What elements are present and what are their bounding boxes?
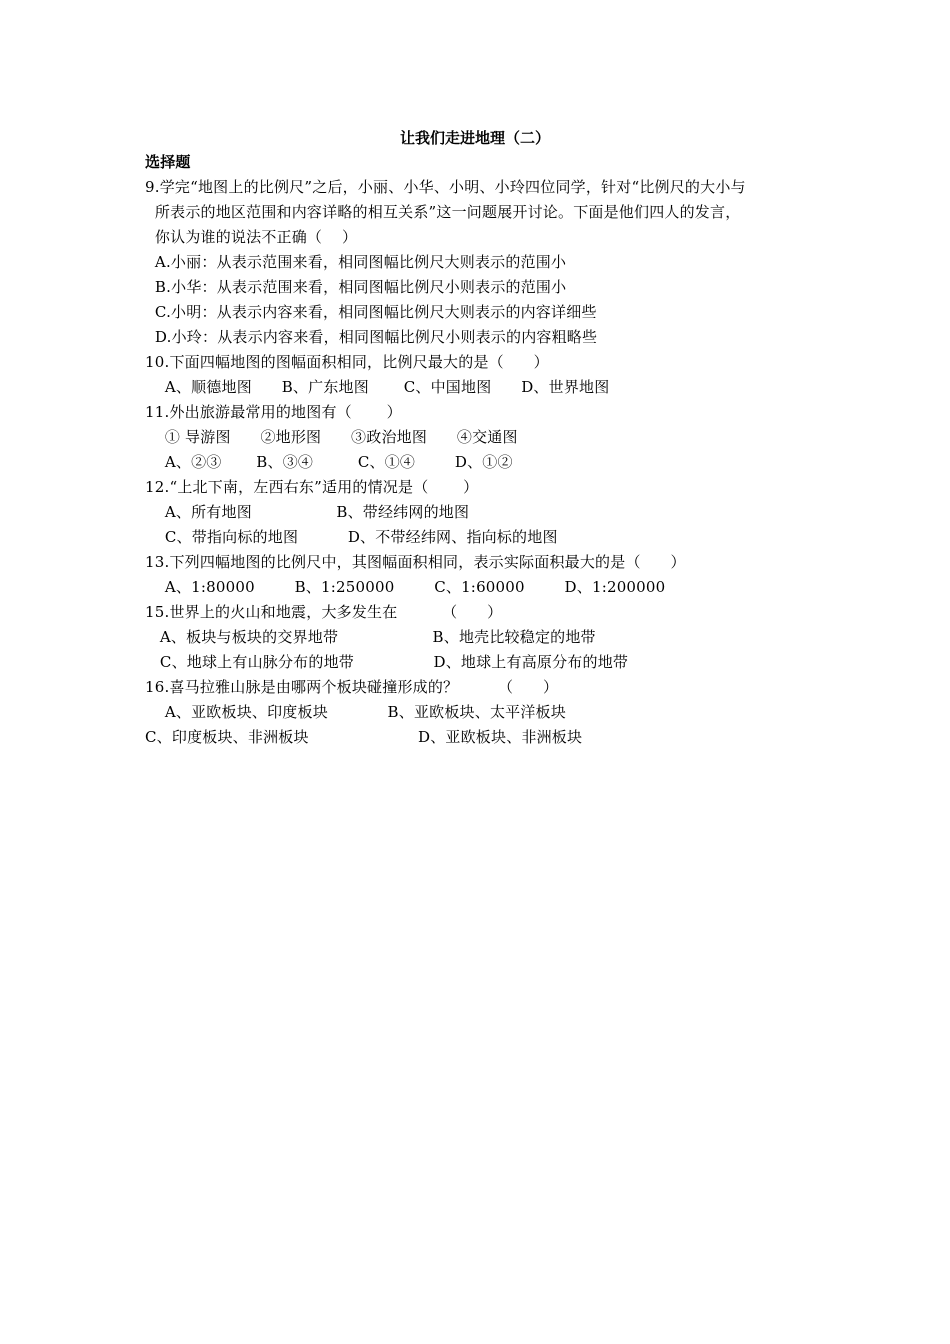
question-9-option-c: C.小明：从表示内容来看，相同图幅比例尺大则表示的内容详细些	[145, 303, 597, 321]
question-15-options-cd: C、地球上有山脉分布的地带 D、地球上有高原分布的地带	[145, 653, 629, 671]
question-9-option-b: B.小华：从表示范围来看，相同图幅比例尺小则表示的范围小	[145, 278, 567, 296]
question-15-options-ab: A、板块与板块的交界地带 B、地壳比较稳定的地带	[145, 628, 596, 646]
question-12-options-ab: A、所有地图 B、带经纬网的地图	[145, 503, 470, 521]
question-11-options: A、②③ B、③④ C、①④ D、①②	[145, 453, 513, 471]
question-15: 15.世界上的火山和地震，大多发生在 （ ）	[145, 603, 503, 621]
question-16-options-ab: A、亚欧板块、印度板块 B、亚欧板块、太平洋板块	[145, 703, 566, 721]
question-10-options: A、顺德地图 B、广东地图 C、中国地图 D、世界地图	[145, 378, 610, 396]
question-9-line-1: 9.学完“地图上的比例尺”之后，小丽、小华、小明、小玲四位同学，针对“比例尺的大小与	[145, 178, 746, 196]
question-11: 11.外出旅游最常用的地图有（ ）	[145, 403, 402, 421]
question-9-line-2: 所表示的地区范围和内容详略的相互关系”这一问题展开讨论。下面是他们四人的发言，	[145, 203, 741, 221]
question-12-options-cd: C、带指向标的地图 D、不带经纬网、指向标的地图	[145, 528, 558, 546]
question-13: 13.下列四幅地图的比例尺中，其图幅面积相同，表示实际面积最大的是（ ）	[145, 553, 686, 571]
question-16-options-cd: C、印度板块、非洲板块 D、亚欧板块、非洲板块	[145, 728, 583, 746]
question-9-option-a: A.小丽：从表示范围来看，相同图幅比例尺大则表示的范围小	[145, 253, 567, 271]
question-12: 12.“上北下南，左西右东”适用的情况是（ ）	[145, 478, 479, 496]
question-13-options: A、1:80000 B、1:250000 C、1:60000 D、1:200000	[145, 578, 666, 596]
section-heading: 选择题	[145, 153, 191, 171]
question-9-line-3: 你认为谁的说法不正确（ ）	[145, 228, 358, 246]
page-title: 让我们走进地理（二）	[399, 129, 550, 147]
question-16: 16.喜马拉雅山脉是由哪两个板块碰撞形成的？ （ ）	[145, 678, 559, 696]
question-9-option-d: D.小玲：从表示内容来看，相同图幅比例尺小则表示的内容粗略些	[145, 328, 598, 346]
question-10: 10.下面四幅地图的图幅面积相同，比例尺最大的是（ ）	[145, 353, 549, 371]
question-11-items: ① 导游图 ②地形图 ③政治地图 ④交通图	[145, 428, 518, 446]
